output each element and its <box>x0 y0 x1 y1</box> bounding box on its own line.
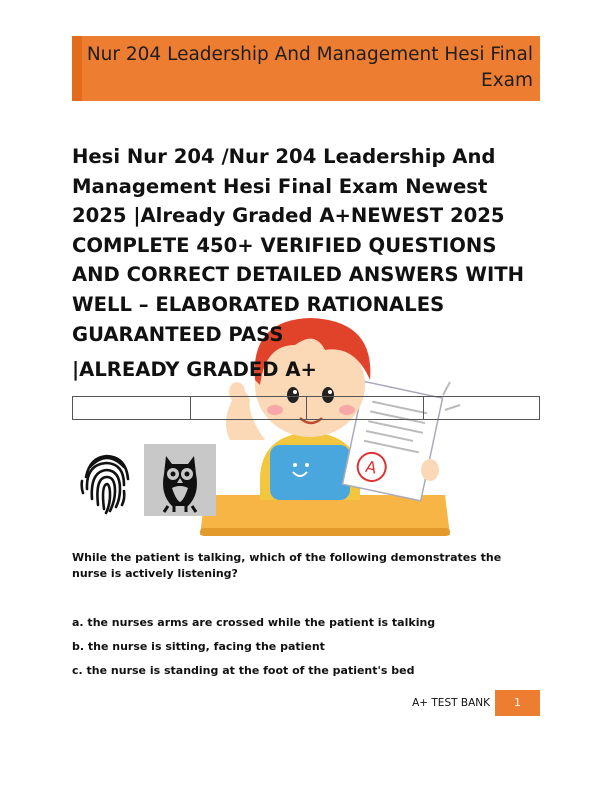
owl-icon <box>144 444 216 516</box>
owl-icon-box <box>144 444 216 516</box>
table-cell <box>307 397 424 420</box>
header-banner <box>72 36 540 101</box>
header-accent-strip <box>72 36 82 101</box>
table-cell <box>73 397 191 420</box>
grade-mark: A <box>363 456 379 478</box>
graded-line: |ALREADY GRADED A+ <box>72 358 317 381</box>
footer-label: A+ TEST BANK <box>412 697 490 709</box>
header-title: Nur 204 Leadership And Management Hesi Final Exam <box>86 44 533 91</box>
answer-option-a: a. the nurses arms are crossed while the patient is talking <box>72 616 436 629</box>
answer-option-b: b. the nurse is sitting, facing the patient <box>72 640 325 653</box>
table-cell <box>190 397 307 420</box>
fingerprint-icon <box>80 447 134 515</box>
answer-option-c: c. the nurse is standing at the foot of the patient's bed <box>72 664 415 677</box>
table-row <box>73 397 540 420</box>
document-title: Hesi Nur 204 /Nur 204 Leadership And Management Hesi Final Exam Newest 2025 |Already Graded A+NEWEST 2025 COMPLETE 450+ VERIFIED QUESTIONS AND CORRECT DETAILED ANSWERS WITH WELL – ELABORATED RATIONALES GUARANTEED PASS <box>72 145 525 346</box>
question-text: While the patient is talking, which of the following demonstrates the nurse is actively listening? <box>72 551 502 580</box>
page-number: 1 <box>495 690 540 716</box>
empty-table <box>72 396 540 420</box>
table-cell <box>424 397 540 420</box>
